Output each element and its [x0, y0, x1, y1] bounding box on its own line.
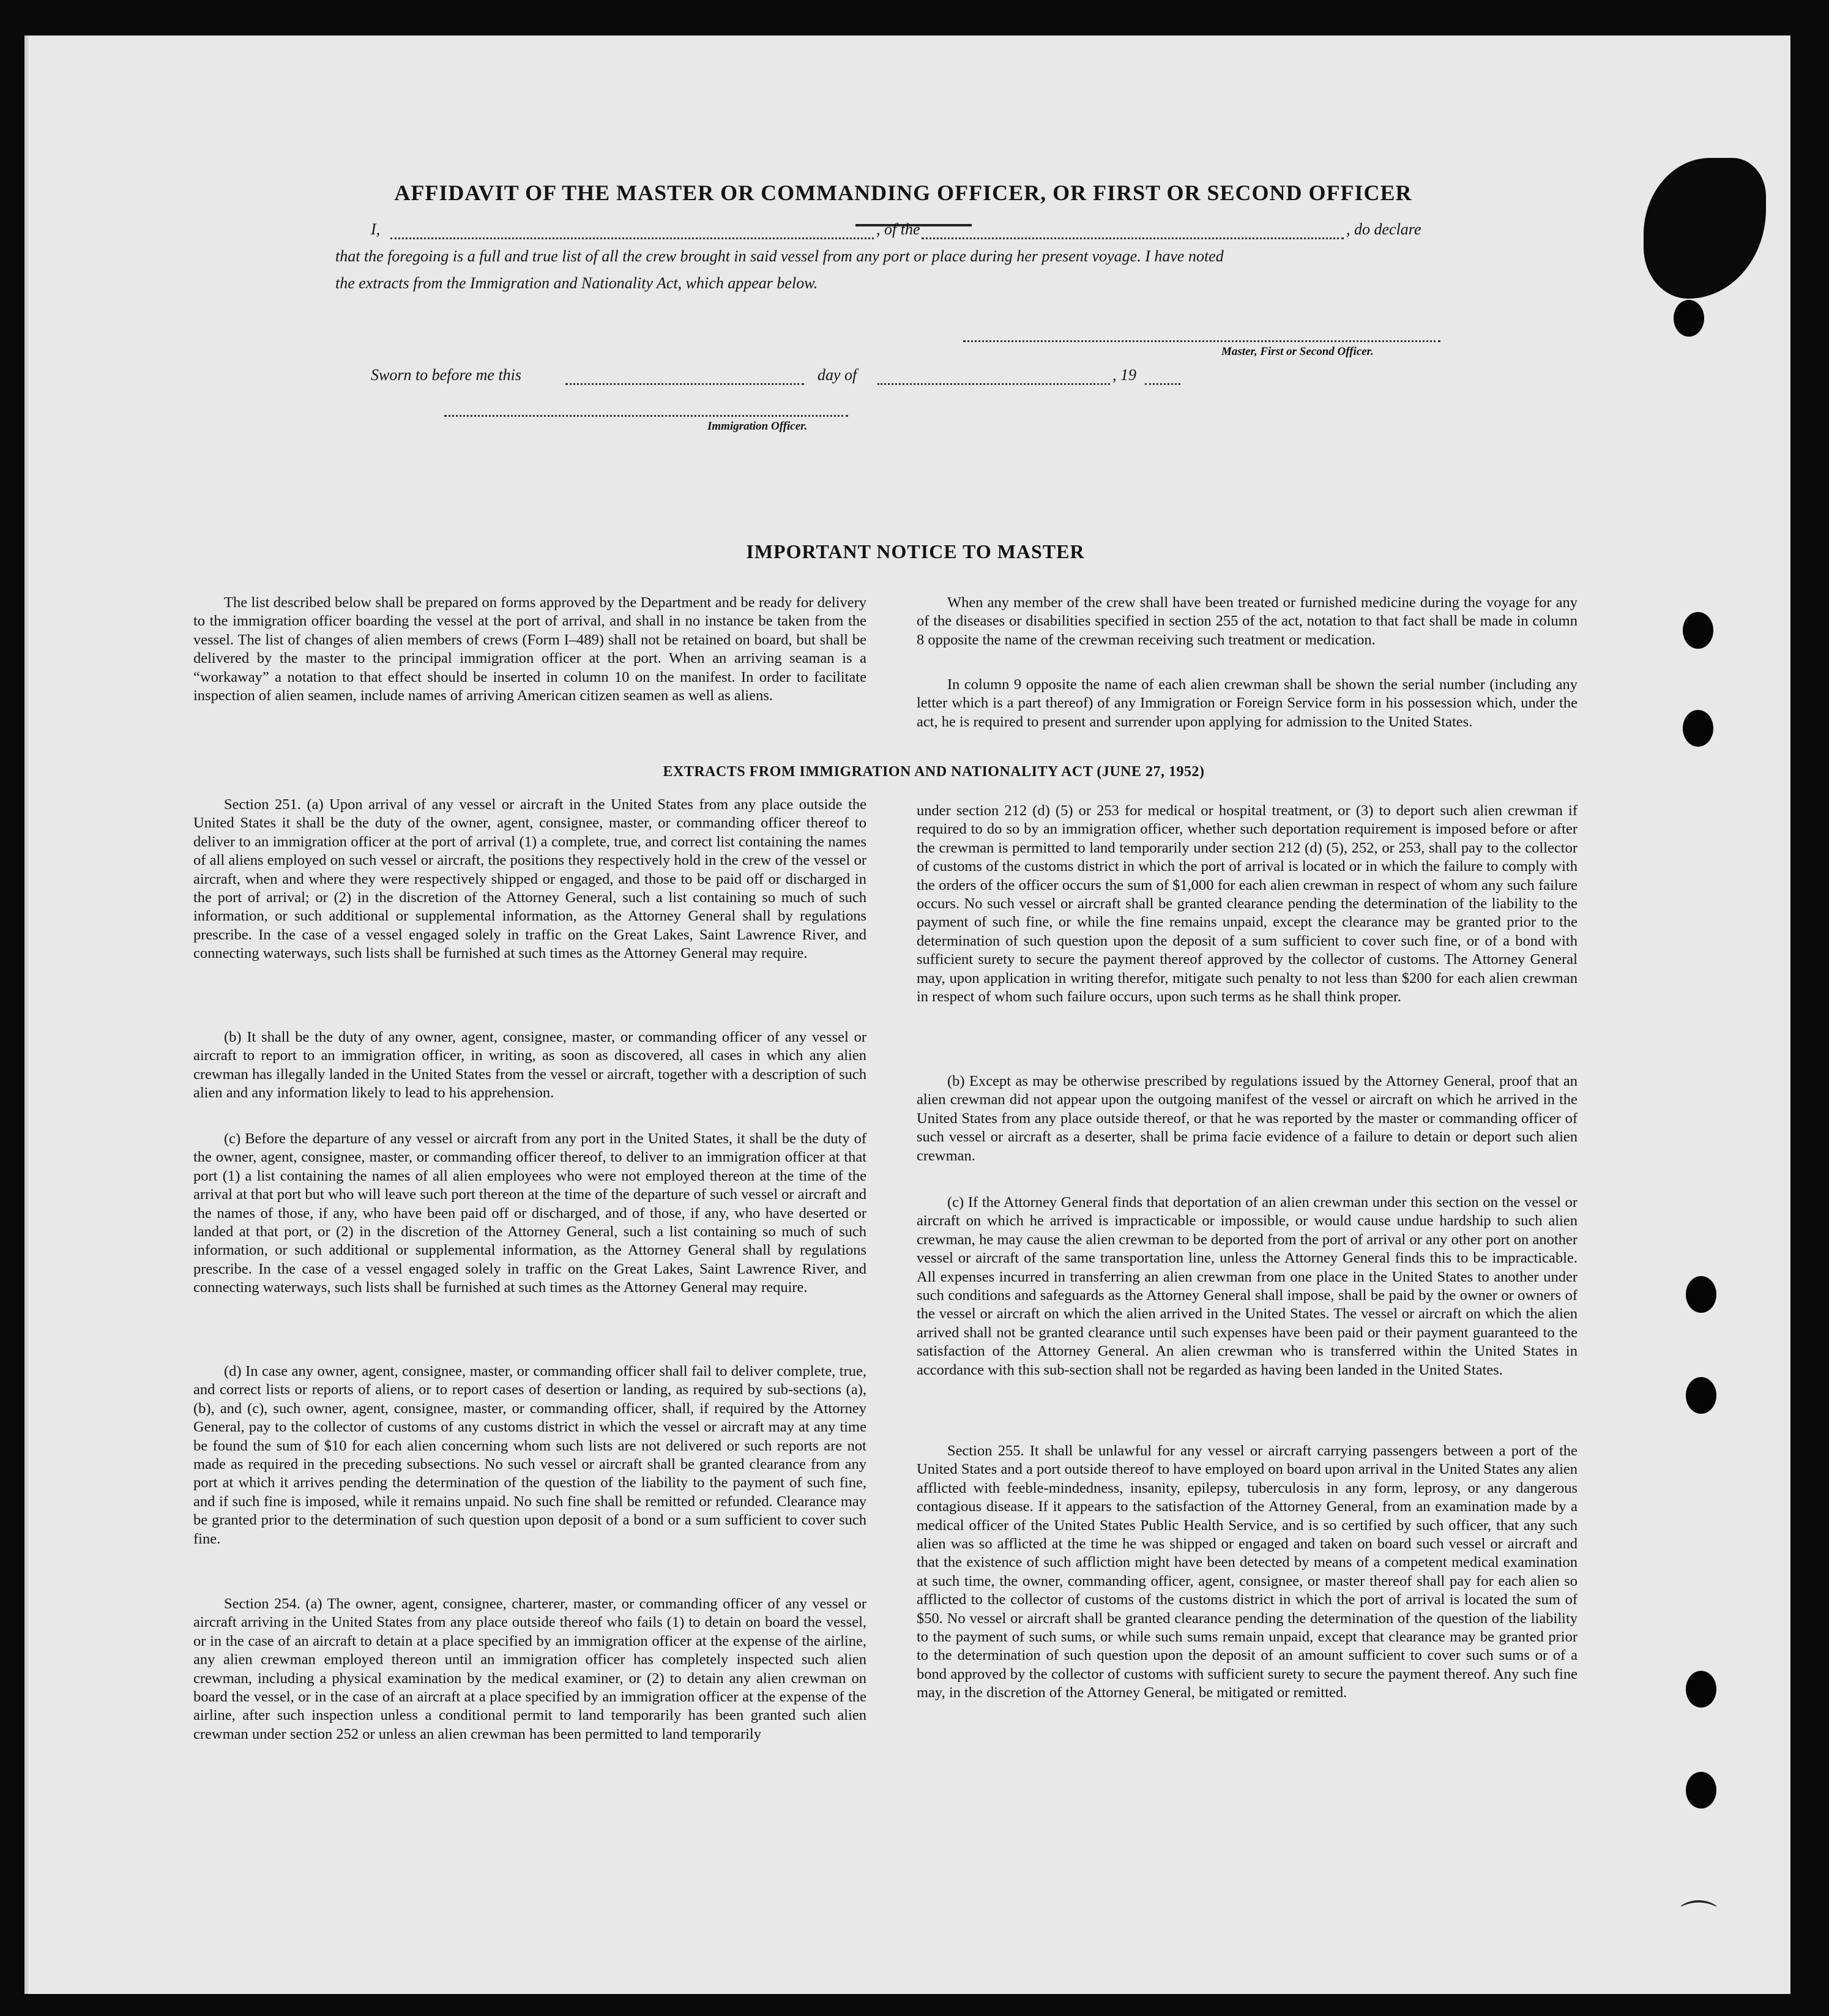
section-254a-continued: under section 212 (d) (5) or 253 for medical or hospital treatment, or (3) to deport such alien crewman if required to do so by an immigration officer, whether such deportation requirement is imposed before or after the crewman is permitted to land temporarily under section 212 (d) (5), 252, or 253, shall pay to the collector of customs of the customs district in which the port of arrival is located or in which the failure to comply with the orders of the officer occurs the sum of $1,000 for each alien crewman in respect of whom any such failure occurs. No such vessel or aircraft shall be granted clearance pending the determination of the liability to the payment of such fine, or while the fine remains unpaid, except the clearance may be granted prior to the determination of such question upon the deposit of a sum sufficient to cover such fine, or of a bond with sufficient surety to secure the payment thereof approved by the collector of customs. The Attorney General may, upon application in writing therefor, mitigate such penalty to not less than $200 for each alien crewman in respect of whom such failure occurs, upon such terms as he shall think proper.: [917, 802, 1578, 1006]
punch-hole: [1674, 300, 1704, 337]
declaration-line-2: that the foregoing is a full and true list of all the crew brought in said vessel from any port or place during her present voyage. I have noted: [335, 247, 1224, 265]
extracts-title: EXTRACTS FROM IMMIGRATION AND NATIONALITY ACT (JUNE 27, 1952): [663, 764, 1205, 780]
declarant-label: I,: [371, 220, 381, 238]
master-signature-label: Master, First or Second Officer.: [1221, 345, 1374, 358]
section-251a: Section 251. (a) Upon arrival of any vessel or aircraft in the United States from any place outside the United States it shall be the duty of the owner, agent, consignee, master, or commanding officer thereof to deliver to an immigration officer at the port of arrival (1) a complete, true, and correct list containing the names of all aliens employed on such vessel or aircraft, the positions they respectively hold in the crew of the vessel or aircraft, when and where they were respectively shipped or engaged, and those to be paid off or discharged in the port of arrival; or (2) in the discretion of the Attorney General, such a list containing so much of such information, or such additional or supplemental information, as the Attorney General shall by regulations prescribe. In the case of a vessel engaged solely in traffic on the Great Lakes, Saint Lawrence River, and connecting waterways, such lists shall be furnished at such times as the Attorney General may require.: [193, 796, 866, 962]
section-255: Section 255. It shall be unlawful for any vessel or aircraft carrying passengers between a port of the United States and a port outside thereof to have employed on board upon arrival in the United States any alien afflicted with feeble-mindedness, insanity, epilepsy, tuberculosis in any form, leprosy, or any dangerous contagious disease. If it appears to the satisfaction of the Attorney General, from an examination made by a medical officer of the United States Public Health Service, and is so certified by such officer, that any such alien was so afflicted at the time he was shipped or engaged and taken on board such vessel or aircraft and that the existence of such affliction might have been detected by means of a competent medical examination at such time, the owner, commanding officer, agent, consignee, or master thereof shall pay for each alien so afflicted to the collector of customs of the customs district in which the port of arrival is located the sum of $50. No vessel or aircraft shall be granted clearance pending the determination of the question of the liability to the payment of such sums, or while such sums remain unpaid, except that clearance may be granted prior to the determination of such question upon the deposit of an amount sufficient to cover such sums or of a bond approved by the collector of customs with sufficient surety to secure the payment thereof. Any such fine may, in the discretion of the Attorney General, be mitigated or remitted.: [917, 1443, 1578, 1701]
section-251d: (d) In case any owner, agent, consignee, master, or commanding officer shall fail to deliver complete, true, and correct lists or reports of aliens, or to report cases of desertion or landing, as required by sub-sections (a), (b), and (c), such owner, agent, consignee, master, or commanding officer, shall, if required by the Attorney General, pay to the collector of customs of any customs district in which the vessel or aircraft may at any time be found the sum of $10 for each alien concerning whom such lists are not delivered or such reports are not made as required in the preceding subsections. No such vessel or aircraft shall be granted clearance from any port at which it arrives pending the determination of the question of the liability to the payment of such fine, and if such fine is imposed, while it remains unpaid. No such fine shall be remitted or refunded. Clearance may be granted prior to the determination of such question upon deposit of a bond or a sum sufficient to cover such fine.: [193, 1363, 866, 1547]
of-the-label: , of the: [876, 220, 920, 238]
declaration-line-3: the extracts from the Immigration and Nationality Act, which appear below.: [335, 274, 818, 292]
sworn-year-field[interactable]: [1145, 383, 1180, 385]
punch-hole: [1686, 1276, 1716, 1313]
section-251b: (b) It shall be the duty of any owner, agent, consignee, master, or commanding officer of any vessel or aircraft to report to an immigration officer, in writing, as soon as discovered, all cases in which any alien crewman has illegally landed in the United States from the vessel or aircraft, together with a description of such alien and any information likely to lead to his apprehension.: [193, 1029, 866, 1102]
day-of-label: day of: [818, 366, 857, 384]
officer-signature-line[interactable]: [444, 415, 848, 417]
declarant-name-field[interactable]: [390, 237, 874, 239]
sworn-day-field[interactable]: [565, 383, 804, 385]
vessel-name-field[interactable]: [922, 237, 1344, 239]
section-254b: (b) Except as may be otherwise prescribed by regulations issued by the Attorney General, proof that an alien crewman did not appear upon the outgoing manifest of the vessel or aircraft on which he arrived in the United States from any place outside thereof, or that he was reported by the master or commanding officer of such vessel or aircraft as a deserter, shall be prima facie evidence of a failure to detain or deport such alien crewman.: [917, 1073, 1578, 1164]
section-254c: (c) If the Attorney General finds that deportation of an alien crewman under this section on the vessel or aircraft on which he arrived is impracticable or impossible, or would cause undue hardship to such alien crewman, he may cause the alien crewman to be deported from the port of arrival or any other port on another vessel or aircraft of the same transportation line, unless the Attorney General finds this to be impracticable. All expenses incurred in transferring an alien crewman from one place in the United States to another under such conditions and safeguards as the Attorney General shall impose, shall be paid by the owner or owners of the vessel or aircraft on which the alien arrived in the United States. The vessel or aircraft on which the alien arrived shall not be granted clearance until such expenses have been paid or their payment guaranteed to the satisfaction of the Attorney General. An alien crewman who is transferred within the United States in accordance with this sub-section shall not be regarded as having been landed in the United States.: [917, 1194, 1578, 1378]
notice-right-paragraph-2: In column 9 opposite the name of each alien crewman shall be shown the serial number (including any letter which is a part thereof) of any Immigration or Foreign Service form in his possession which, under the act, he is required to present and surrender upon applying for admission to the United States.: [917, 676, 1578, 730]
punch-hole: [1686, 1772, 1716, 1809]
torn-corner: [1644, 158, 1766, 299]
notice-left-paragraph: The list described below shall be prepared on forms approved by the Department and be ready for delivery to the immigration officer boarding the vessel at the port of arrival, and shall in no instance be taken from the vessel. The list of changes of alien members of crews (Form I–489) shall not be retained on board, but shall be delivered by the master to the principal immigration officer at the port. When an arriving seaman is a “workaway” a notation to that effect should be inserted in column 10 on the manifest. In order to facilitate inspection of alien seamen, include names of arriving American citizen seamen as well as aliens.: [193, 594, 866, 704]
master-signature-line[interactable]: [963, 340, 1440, 342]
document-page: [24, 35, 1790, 1994]
year-label: , 19: [1112, 366, 1136, 384]
notice-title: IMPORTANT NOTICE TO MASTER: [746, 540, 1085, 562]
section-251c: (c) Before the departure of any vessel or aircraft from any port in the United States, it shall be the duty of the owner, agent, consignee, master, or commanding officer thereof, to deliver to an immigration officer at that port (1) a list containing the names of all alien employees who were not employed thereon at the time of the arrival at that port but who will leave such port thereon at the time of the departure of such vessel or aircraft and the names of those, if any, who have been paid off or discharged, and of those, if any, who have deserted or landed at that port, or (2) in the discretion of the Attorney General, such a list containing so much of such information, or such additional or supplemental information, as the Attorney General shall by regulations prescribe. In the case of a vessel engaged solely in traffic on the Great Lakes, Saint Lawrence River, and connecting waterways, such lists shall be furnished at such times as the Attorney General may require.: [193, 1130, 866, 1296]
notice-right-paragraph-1: When any member of the crew shall have been treated or furnished medicine during the voyage for any of the diseases or disabilities specified in section 255 of the act, notation to that fact shall be made in column 8 opposite the name of the crewman receiving such treatment or medication.: [917, 594, 1578, 648]
handwritten-mark: ⌒: [1680, 1898, 1717, 1941]
punch-hole: [1683, 612, 1713, 649]
do-declare-label: , do declare: [1346, 220, 1421, 238]
punch-hole: [1686, 1377, 1716, 1414]
affidavit-title: AFFIDAVIT OF THE MASTER OR COMMANDING OFFICER, OR FIRST OR SECOND OFFICER: [394, 181, 1412, 205]
punch-hole: [1686, 1671, 1716, 1708]
section-254a: Section 254. (a) The owner, agent, consignee, charterer, master, or commanding officer of any vessel or aircraft arriving in the United States from any place outside thereof who fails (1) to detain on board the vessel, or in the case of an aircraft to detain at a place specified by an immigration officer at the expense of the airline, any alien crewman employed thereon until an immigration officer has completely inspected such alien crewman, including a physical examination by the medical examiner, or (2) to detain any alien crewman on board the vessel, or in the case of an aircraft at a place specified by an immigration officer at the expense of the airline, after such inspection unless a conditional permit to land temporarily has been granted such alien crewman under section 252 or unless an alien crewman has been permitted to land temporarily: [193, 1596, 866, 1742]
officer-signature-label: Immigration Officer.: [707, 420, 808, 433]
sworn-month-field[interactable]: [877, 383, 1110, 385]
sworn-label: Sworn to before me this: [371, 366, 522, 384]
punch-hole: [1683, 710, 1713, 747]
